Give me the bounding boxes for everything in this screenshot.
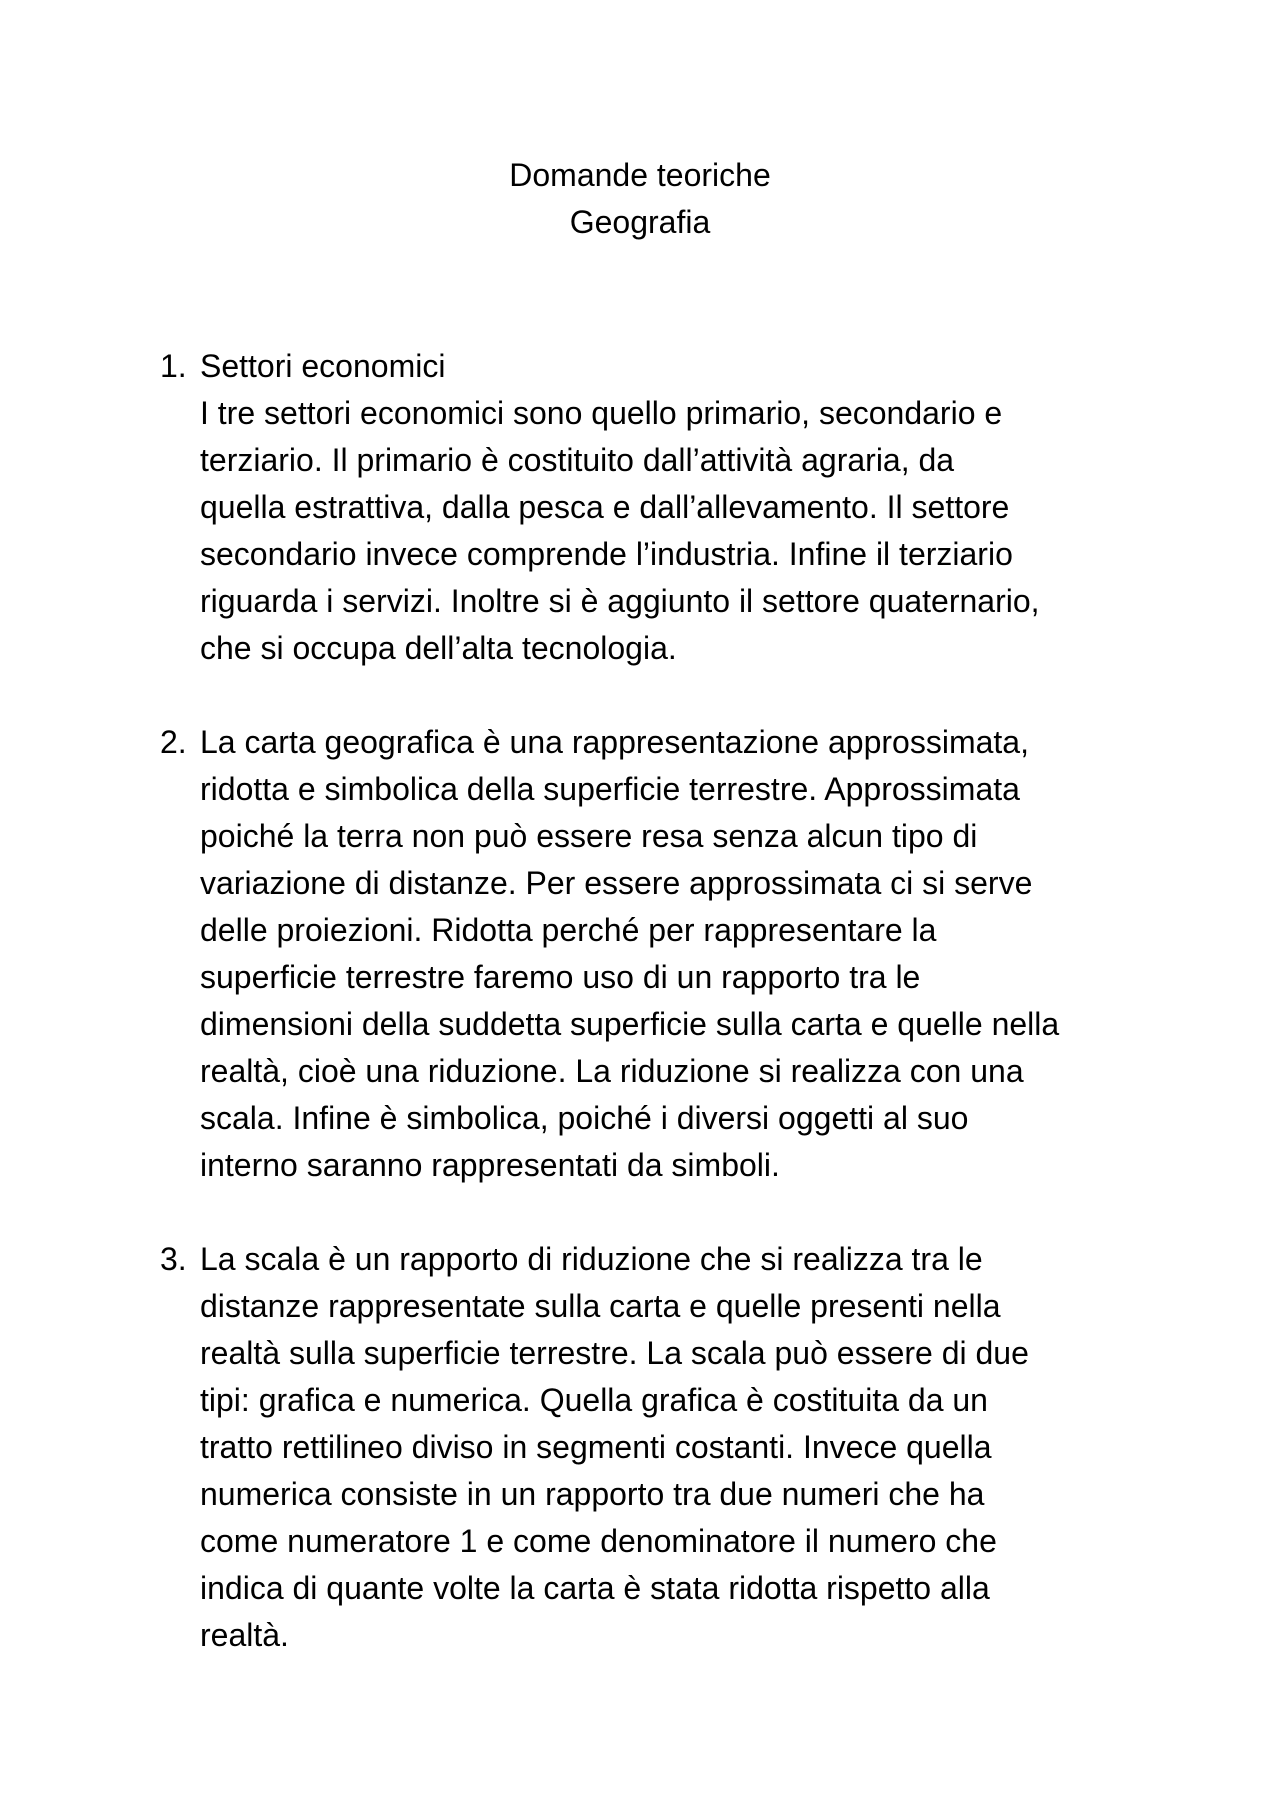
text-line: interno saranno rappresentati da simboli. — [200, 1147, 780, 1183]
list-number: 3. — [160, 1241, 187, 1277]
text-line: delle proiezioni. Ridotta perché per rappresentare la — [200, 912, 937, 948]
text-line: poiché la terra non può essere resa senza alcun tipo di — [200, 818, 978, 854]
text-line: indica di quante volte la carta è stata ridotta rispetto alla — [200, 1570, 990, 1606]
text-line: dimensioni della suddetta superficie sulla carta e quelle nella — [200, 1006, 1060, 1042]
text-line: realtà, cioè una riduzione. La riduzione si realizza con una — [200, 1053, 1024, 1089]
text-line: distanze rappresentate sulla carta e quelle presenti nella — [200, 1288, 1001, 1324]
text-line: numerica consiste in un rapporto tra due numeri che ha — [200, 1476, 985, 1512]
list-number: 1. — [160, 348, 187, 384]
text-line: che si occupa dell’alta tecnologia. — [200, 630, 677, 666]
text-line: quella estrattiva, dalla pesca e dall’allevamento. Il settore — [200, 489, 1010, 525]
text-line: superficie terrestre faremo uso di un rapporto tra le — [200, 959, 921, 995]
numbered-list — [160, 343, 1160, 1706]
text-line: I tre settori economici sono quello primario, secondario e — [200, 395, 1003, 431]
text-line: La carta geografica è una rappresentazione approssimata, — [200, 724, 1029, 760]
document-header — [0, 152, 1280, 246]
list-item-1 — [160, 343, 1160, 672]
text-line: ridotta e simbolica della superficie terrestre. Approssimata — [200, 771, 1020, 807]
text-line: variazione di distanze. Per essere approssimata ci si serve — [200, 865, 1033, 901]
text-line: secondario invece comprende l’industria. Infine il terziario — [200, 536, 1013, 572]
text-line: realtà. — [200, 1617, 289, 1653]
text-line: terziario. Il primario è costituito dall’attività agraria, da — [200, 442, 955, 478]
text-line: come numeratore 1 e come denominatore il numero che — [200, 1523, 997, 1559]
item-heading: Settori economici — [200, 348, 446, 384]
document-title: Domande teoriche — [509, 157, 771, 193]
text-line: realtà sulla superficie terrestre. La scala può essere di due — [200, 1335, 1029, 1371]
document-subtitle: Geografia — [569, 204, 711, 240]
text-line: riguarda i servizi. Inoltre si è aggiunto il settore quaternario, — [200, 583, 1040, 619]
text-line: scala. Infine è simbolica, poiché i diversi oggetti al suo — [200, 1100, 969, 1136]
text-line: La scala è un rapporto di riduzione che si realizza tra le — [200, 1241, 983, 1277]
list-item-2 — [160, 719, 1160, 1189]
text-line: tratto rettilineo diviso in segmenti costanti. Invece quella — [200, 1429, 992, 1465]
text-line: tipi: grafica e numerica. Quella grafica è costituita da un — [200, 1382, 988, 1418]
list-item-3 — [160, 1236, 1160, 1659]
list-number: 2. — [160, 724, 187, 760]
